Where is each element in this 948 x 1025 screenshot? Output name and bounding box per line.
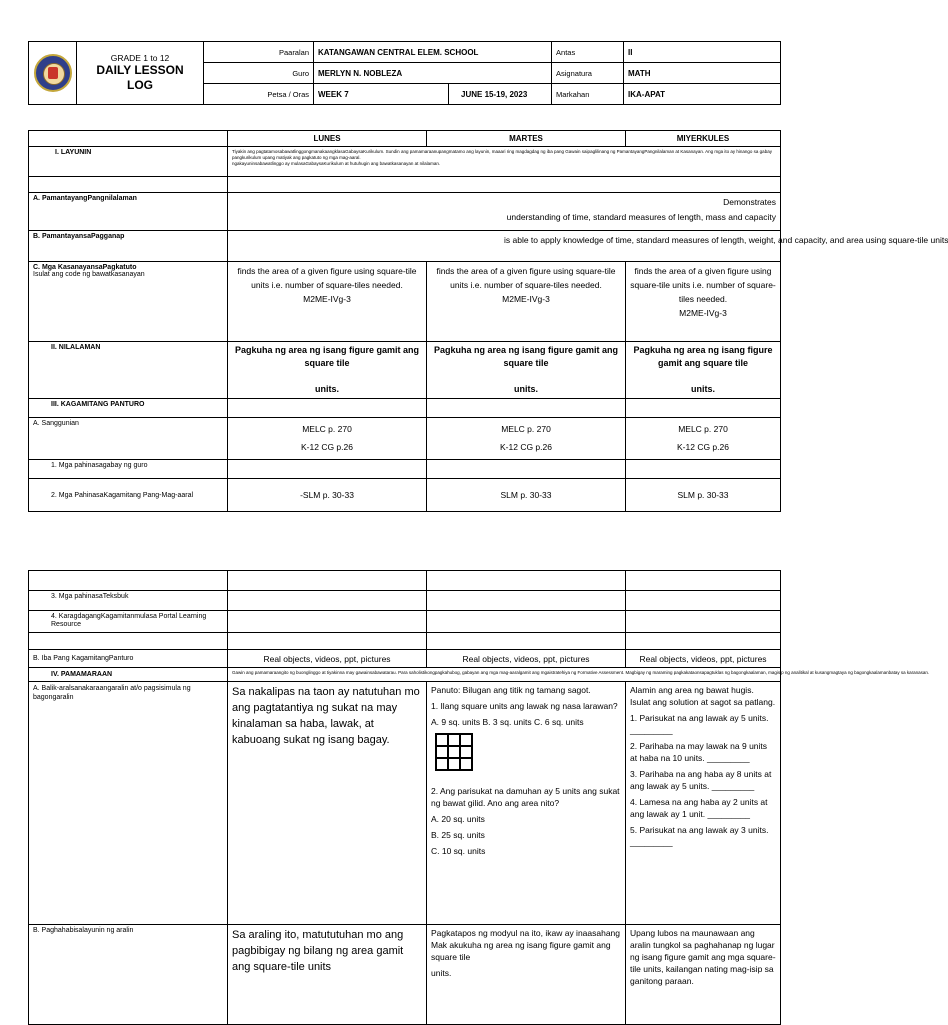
subject-value: MATH	[624, 63, 781, 84]
title-line1: DAILY LESSON	[96, 63, 184, 77]
teacher-label: Guro	[204, 63, 314, 84]
content-standard: Demonstrates understanding of time, standard measures of length, mass and capacity	[228, 193, 781, 231]
resources-label: III. KAGAMITANG PANTURO	[29, 399, 228, 418]
school-value: KATANGAWAN CENTRAL ELEM. SCHOOL	[314, 42, 552, 63]
review-wed-instruction: Alamin ang area ng bawat hugis. Isulat ang solution at sagot sa patlang.	[630, 685, 776, 707]
content-standard-label: A. PamantayangPangnilalaman	[29, 193, 228, 231]
quarter-value: IKA-APAT	[624, 84, 781, 105]
lesson-table-2	[28, 570, 930, 1025]
learner-materials-tuesday: SLM p. 30-33	[427, 479, 626, 512]
lesson-table-1	[28, 130, 948, 512]
level-value: II	[624, 42, 781, 63]
review-wed-item-5: 5. Parisukat na ang lawak ay 3 units. _________	[630, 825, 769, 847]
review-wed-item-1: 1. Parisukat na ang lawak ay 5 units. _________	[630, 713, 769, 735]
week-value: WEEK 7	[314, 84, 449, 105]
learner-materials-monday: -SLM p. 30-33	[228, 479, 427, 512]
day-monday: LUNES	[228, 131, 427, 147]
square-tile-grid-image	[435, 733, 473, 771]
performance-standard: is able to apply knowledge of time, standard measures of length, weight, and capacity, and area using square-tile units	[228, 231, 781, 262]
reference-monday: MELC p. 270 K-12 CG p.26	[228, 418, 427, 460]
performance-standard-label: B. PamantayansaPagganap	[29, 231, 228, 262]
textbook-label: 3. Mga pahinasaTeksbuk	[29, 591, 228, 611]
other-materials-wednesday: Real objects, videos, ppt, pictures	[626, 650, 781, 668]
content-monday: Pagkuha ng area ng isang figure gamit ang square tile units.	[228, 342, 427, 399]
learner-materials-label: 2. Mga PahinasaKagamitang Pang-Mag-aaral	[29, 479, 228, 512]
review-wed-item-3: 3. Parihaba na ang haba ay 8 units at ang lawak ay 5 units. _________	[630, 769, 772, 791]
day-wednesday: MIYERKULES	[626, 131, 781, 147]
dates-value: JUNE 15-19, 2023	[449, 84, 552, 105]
purpose-monday: Sa araling ito, matututuhan mo ang pagbibigay ng bilang ng area gamit ang square-tile units	[228, 925, 427, 1025]
level-label: Antas	[552, 42, 624, 63]
header-table	[28, 41, 781, 105]
review-q2-c: C. 10 sq. units	[431, 846, 486, 856]
review-q2-b: B. 25 sq. units	[431, 830, 485, 840]
content-wednesday: Pagkuha ng area ng isang figure gamit ang square tile units.	[626, 342, 781, 399]
date-label: Petsa / Oras	[204, 84, 314, 105]
review-q2-a: A. 20 sq. units	[431, 814, 485, 824]
school-seal-cell	[29, 42, 77, 105]
content-tuesday: Pagkuha ng area ng isang figure gamit ang square tile units.	[427, 342, 626, 399]
review-q1-options: A. 9 sq. units B. 3 sq. units C. 6 sq. units	[431, 717, 584, 727]
competency-tuesday: finds the area of a given figure using square-tile units i.e. number of square-tiles needed. M2ME-IVg-3	[427, 262, 626, 342]
deped-seal-icon	[34, 54, 72, 92]
learning-resource-label: 4. KaragdagangKagamitanmulasa Portal Learning Resource	[29, 611, 228, 633]
teacher-guide-label: 1. Mga pahinasagabay ng guro	[29, 460, 228, 479]
review-tuesday	[427, 682, 626, 925]
corner-cell	[29, 131, 228, 147]
competency-label-cell	[29, 262, 228, 342]
purpose-wednesday: Upang lubos na maunawaan ang aralin tungkol sa paghahanap ng lugar ng isang figure gamit ang mga square-tile units, kailangan nating mag-isip sa ganitong paraan.	[626, 925, 781, 1025]
review-monday: Sa nakalipas na taon ay natutuhan mo ang pagtatantiya ng sukat na may kinalaman sa haba, lawak, at kabuoang sukat ng isang bagay.	[228, 682, 427, 925]
competency-monday: finds the area of a given figure using square-tile units i.e. number of square-tiles needed. M2ME-IVg-3	[228, 262, 427, 342]
learner-materials-wednesday: SLM p. 30-33	[626, 479, 781, 512]
quarter-label: Markahan	[552, 84, 624, 105]
teacher-value: MERLYN N. NOBLEZA	[314, 63, 552, 84]
title-cell	[77, 42, 204, 105]
review-wednesday	[626, 682, 781, 925]
procedure-label: IV. PAMAMARAAN	[29, 668, 228, 682]
objectives-label: I. LAYUNIN	[29, 147, 228, 177]
purpose-label: B. Paghahabisalayunin ng aralin	[29, 925, 228, 1025]
reference-label: A. Sanggunian	[29, 418, 228, 460]
other-materials-tuesday: Real objects, videos, ppt, pictures	[427, 650, 626, 668]
review-wed-item-2: 2. Parihaba na may lawak na 9 units at haba na 10 units. _________	[630, 741, 768, 763]
review-q2: 2. Ang parisukat na damuhan ay 5 units ang sukat ng bawat gilid. Ano ang area nito?	[431, 786, 620, 808]
blank-row-label	[29, 177, 228, 193]
procedure-note: Gawin ang pamamaraangito ng buonglinggo at tiyakinna may gawainsabawatarau. Para saholistikongpagkahubog, gabayan ang mga mag-aaralgamit ang mgaistratehiya ng Formative Assessment. Magbigay ng maraming pagkakataonsapagtuklas ng bagongkaalaman, magisip ng analitikal at kusangmagtaya ng bagongkaalamanbatay sa karanasan.	[228, 668, 781, 682]
reference-wednesday: MELC p. 270 K-12 CG p.26	[626, 418, 781, 460]
review-instruction: Panuto: Bilugan ang titik ng tamang sagot.	[431, 685, 591, 695]
title-line2: LOG	[127, 78, 153, 92]
other-materials-label: B. Iba Pang KagamitangPanturo	[29, 650, 228, 668]
subject-label: Asignatura	[552, 63, 624, 84]
content-label: II. NILALAMAN	[29, 342, 228, 399]
review-q1: 1. Ilang square units ang lawak ng nasa larawan?	[431, 701, 618, 711]
other-materials-monday: Real objects, videos, ppt, pictures	[228, 650, 427, 668]
purpose-tuesday: Pagkatapos ng modyul na ito, ikaw ay inaasahang Mak akukuha ng area ng isang figure gamit ang square tile units.	[427, 925, 626, 1025]
objectives-note: Tiyakin ang pagtatamosabawatlinggongmanakaangklasaGabaysaKurikulum. Sundin ang pamamaraanupangmatamo ang layunin, maaari ring magdagdag ng iba pang Gawain saipaglilinang ng PamantayangPangnilalaman at Kasanayan. Ang mga ito ay hinango sa gabay pangkurikulum upang matiyak ang pagkatuto ng mga mag-aaral. ngakayuninsabawatlinggo ay mulasaGabaysaKurikulum at hutuhugin ang bawatkasanayan at nilalaman.	[228, 147, 781, 177]
competency-wednesday: finds the area of a given figure using square-tile units i.e. number of square-tiles needed. M2ME-IVg-3	[626, 262, 781, 342]
competency-label: C. Mga KasanayansaPagkatuto	[33, 264, 137, 271]
day-tuesday: MARTES	[427, 131, 626, 147]
reference-tuesday: MELC p. 270 K-12 CG p.26	[427, 418, 626, 460]
blank-row	[228, 177, 781, 193]
review-wed-item-4: 4. Lamesa na ang haba ay 2 units at ang lawak ay 1 unit. _________	[630, 797, 768, 819]
grade-range: GRADE 1 to 12	[110, 53, 170, 63]
review-label: A. Balik-aralsanakaraangaralin at/o pagsisimula ng bagongaralin	[29, 682, 228, 925]
school-label: Paaralan	[204, 42, 314, 63]
competency-sub: Isulat ang code ng bawatkasanayan	[33, 271, 145, 278]
